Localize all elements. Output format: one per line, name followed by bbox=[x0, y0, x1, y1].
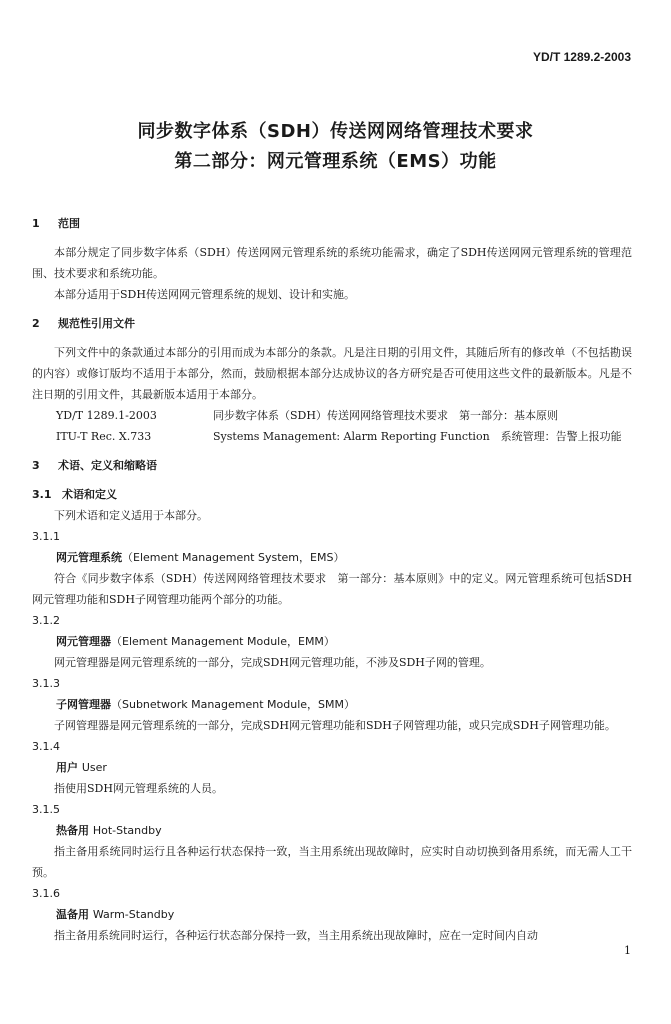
reference-row bbox=[32, 426, 632, 447]
document-title-line1: 同步数字体系（SDH）传送网网络管理技术要求 bbox=[137, 121, 534, 142]
term-definition: 指主备用系统同时运行，各种运行状态部分保持一致，当主用系统出现故障时，应在一定时间内自动 bbox=[54, 929, 538, 942]
term-cn: 网元管理系统 bbox=[56, 551, 122, 564]
term-en: Hot-Standby bbox=[92, 824, 162, 837]
term-definition: 子网管理器是网元管理系统的一部分，完成SDH网元管理功能和SDH子网管理功能，或只完成SDH子网管理功能。 bbox=[54, 719, 616, 732]
reference-name: 同步数字体系（SDH）传送网网络管理技术要求 第一部分：基本原则 bbox=[213, 409, 558, 422]
term-en: Warm-Standby bbox=[92, 908, 175, 921]
term-entry bbox=[32, 883, 632, 946]
reference-code: ITU-T Rec. X.733 bbox=[56, 430, 152, 443]
term-number: 3.1.4 bbox=[32, 740, 60, 753]
term-number: 3.1.2 bbox=[32, 614, 60, 627]
term-definition: 指使用SDH网元管理系统的人员。 bbox=[54, 782, 223, 795]
term-en: （Element Management System，EMS） bbox=[122, 551, 345, 564]
term-cn: 网元管理器 bbox=[56, 635, 111, 648]
section-title: 术语、定义和缩略语 bbox=[58, 459, 157, 472]
term-entry bbox=[32, 673, 632, 736]
section-2-heading bbox=[32, 313, 632, 334]
section-number: 3 bbox=[32, 459, 40, 472]
reference-row bbox=[32, 405, 632, 426]
section-number: 3.1 bbox=[32, 488, 52, 501]
term-en: （Subnetwork Management Module，SMM） bbox=[111, 698, 356, 711]
term-entry bbox=[32, 736, 632, 799]
term-heading bbox=[32, 820, 632, 841]
term-entry bbox=[32, 799, 632, 883]
term-cn: 子网管理器 bbox=[56, 698, 111, 711]
term-cn: 热备用 bbox=[56, 824, 89, 837]
section-3-1-heading bbox=[32, 484, 632, 505]
page-number: 1 bbox=[624, 944, 631, 957]
term-cn: 用户 bbox=[56, 761, 78, 774]
term-definition: 网元管理器是网元管理系统的一部分，完成SDH网元管理功能，不涉及SDH子网的管理。 bbox=[54, 656, 491, 669]
term-en: User bbox=[81, 761, 107, 774]
term-definition: 指主备用系统同时运行且各种运行状态保持一致，当主用系统出现故障时，应实时自动切换到备用系统，而无需人工干预。 bbox=[32, 845, 632, 879]
section-1-heading bbox=[32, 213, 632, 234]
section-number: 1 bbox=[32, 217, 40, 230]
section-number: 2 bbox=[32, 317, 40, 330]
term-heading bbox=[32, 631, 632, 652]
term-definition: 符合《同步数字体系（SDH）传送网网络管理技术要求 第一部分：基本原则》中的定义。网元管理系统可包括SDH网元管理功能和SDH子网管理功能两个部分的功能。 bbox=[32, 572, 632, 606]
section-title: 术语和定义 bbox=[62, 488, 117, 501]
section-1-paragraph-1: 本部分规定了同步数字体系（SDH）传送网网元管理系统的系统功能需求，确定了SDH传送网网元管理系统的管理范围、技术要求和系统功能。 bbox=[32, 246, 632, 280]
term-heading bbox=[32, 757, 632, 778]
term-heading bbox=[32, 904, 632, 925]
section-title: 范围 bbox=[58, 217, 80, 230]
reference-name: Systems Management: Alarm Reporting Function 系统管理：告警上报功能 bbox=[213, 430, 622, 443]
term-en: （Element Management Module，EMM） bbox=[111, 635, 335, 648]
document-body bbox=[32, 213, 632, 946]
term-number: 3.1.3 bbox=[32, 677, 60, 690]
term-number: 3.1.6 bbox=[32, 887, 60, 900]
term-entry bbox=[32, 610, 632, 673]
term-number: 3.1.5 bbox=[32, 803, 60, 816]
term-entry bbox=[32, 526, 632, 610]
section-1-paragraph-2: 本部分适用于SDH传送网网元管理系统的规划、设计和实施。 bbox=[54, 288, 355, 301]
term-heading bbox=[32, 547, 632, 568]
section-2-paragraph-1: 下列文件中的条款通过本部分的引用而成为本部分的条款。凡是注日期的引用文件，其随后所有的修改单（不包括勘误的内容）或修订版均不适用于本部分，然而，鼓励根据本部分达成协议的各方研究是否可使用这些文件的最新版本。凡是不注日期的引用文件，其最新版本适用于本部分。 bbox=[32, 346, 632, 401]
section-title: 规范性引用文件 bbox=[58, 317, 135, 330]
reference-code: YD/T 1289.1-2003 bbox=[56, 409, 157, 422]
section-3-heading bbox=[32, 455, 632, 476]
term-cn: 温备用 bbox=[56, 908, 89, 921]
document-title-line2: 第二部分：网元管理系统（EMS）功能 bbox=[174, 151, 497, 172]
section-3-1-paragraph: 下列术语和定义适用于本部分。 bbox=[54, 509, 208, 522]
standard-code: YD/T 1289.2-2003 bbox=[532, 50, 631, 64]
term-number: 3.1.1 bbox=[32, 530, 60, 543]
term-heading bbox=[32, 694, 632, 715]
